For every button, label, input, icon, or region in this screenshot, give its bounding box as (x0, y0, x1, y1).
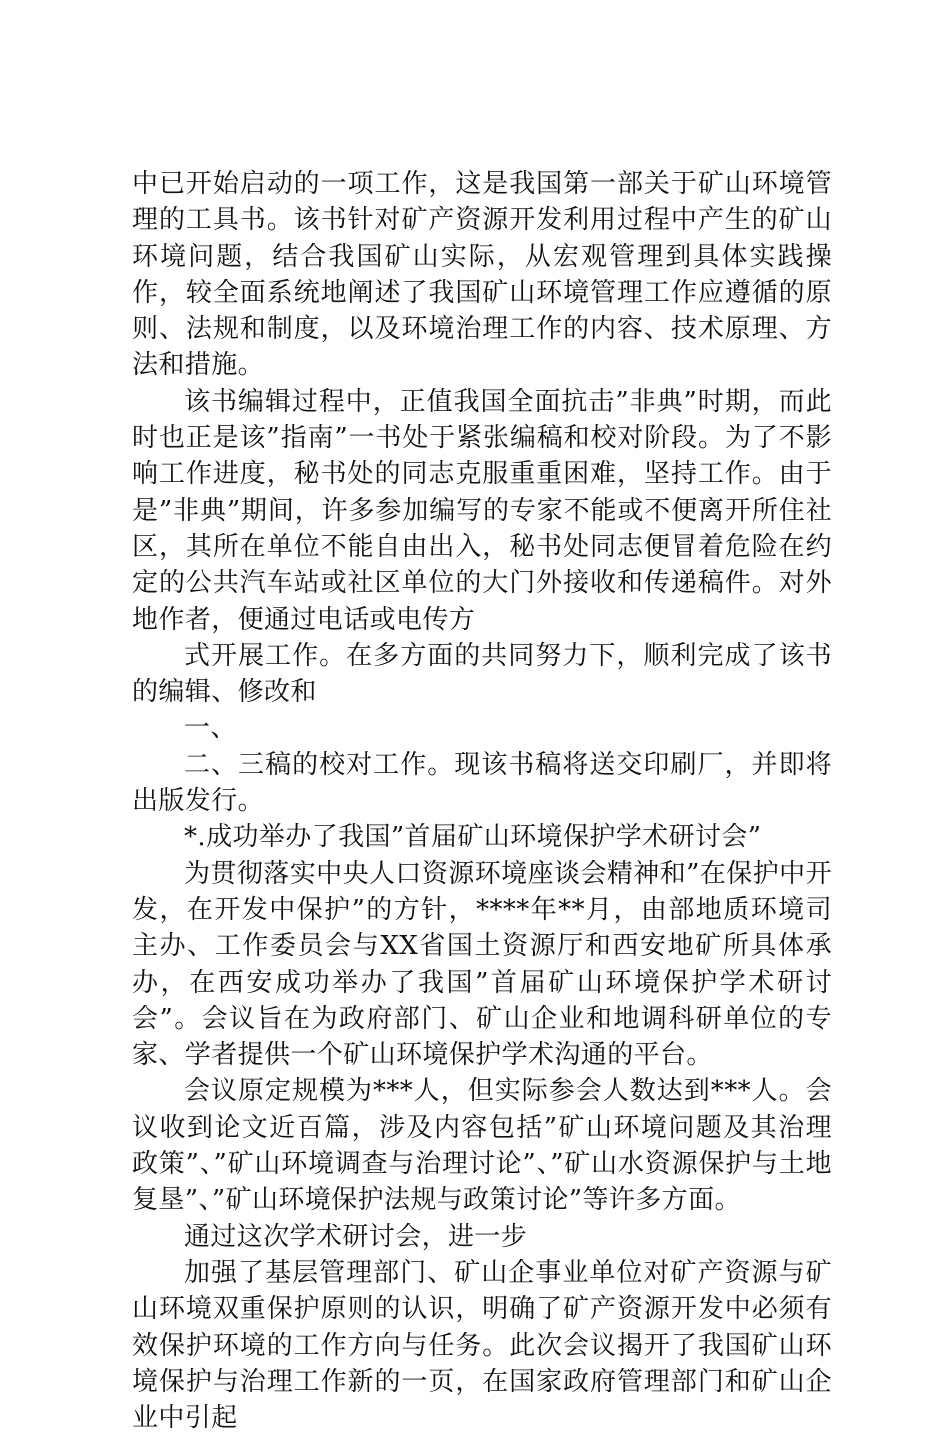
paragraph-symposium-scale: 会议原定规模为***人，但实际参会人数达到***人。会议收到论文近百篇，涉及内容包括”矿山环境问题及其治理政策”、”矿山环境调查与治理讨论”、”矿山水资源保护与土地复垦”、”矿山环境保护法规与政策讨论”等许多方面。 (132, 1076, 832, 1216)
paragraph-symposium-purpose: 为贯彻落实中央人口资源环境座谈会精神和”在保护中开发，在开发中保护”的方针，****年**月，由部地质环境司主办、工作委员会与XX省国土资源厅和西安地矿所具体承办，在西安成功举办了我国”首届矿山环境保护学术研讨会”。会议旨在为政府部门、矿山企业和地调科研单位的专家、学者提供一个矿山环境保护学术沟通的平台。 (132, 858, 832, 1071)
paragraph-sars-editing: 该书编辑过程中，正值我国全面抗击”非典”时期，而此时也正是该”指南”一书处于紧张编稿和校对阶段。为了不影响工作进度，秘书处的同志克服重重困难，坚持工作。由于是”非典”期间，许多参加编写的专家不能或不便离开所住社区，其所在单位不能自由出入，秘书处同志便冒着危险在约定的公共汽车站或社区单位的大门外接收和传递稿件。对外地作者，便通过电话或电传方 (132, 386, 832, 635)
paragraph-work-methods: 式开展工作。在多方面的共同努力下，顺利完成了该书的编辑、修改和 (132, 640, 832, 708)
paragraph-tool-book-intro: 中已开始启动的一项工作，这是我国第一部关于矿山环境管理的工具书。该书针对矿产资源开发利用过程中产生的矿山环境问题，结合我国矿山实际，从宏观管理到具体实践操作，较全面系统地阐述了我国矿山环境管理工作应遵循的原则、法规和制度，以及环境治理工作的内容、技术原理、方法和措施。 (132, 169, 832, 381)
document-body (132, 166, 832, 1436)
paragraph-proofreading: 二、三稿的校对工作。现该书稿将送交印刷厂，并即将出版发行。 (132, 749, 832, 817)
section-heading-symposium: *.成功举办了我国”首届矿山环境保护学术研讨会” (184, 822, 762, 853)
paragraph-symposium-impact: 加强了基层管理部门、矿山企事业单位对矿产资源与矿山环境双重保护原则的认识，明确了矿产资源开发中必须有效保护环境的工作方向与任务。此次会议揭开了我国矿山环境保护与治理工作新的一页，在国家政府管理部门和矿山企业中引起 (132, 1257, 832, 1434)
paragraph-symposium-result-lead: 通过这次学术研讨会，进一步 (184, 1221, 528, 1252)
paragraph-list-marker-one: 一、 (184, 713, 237, 744)
